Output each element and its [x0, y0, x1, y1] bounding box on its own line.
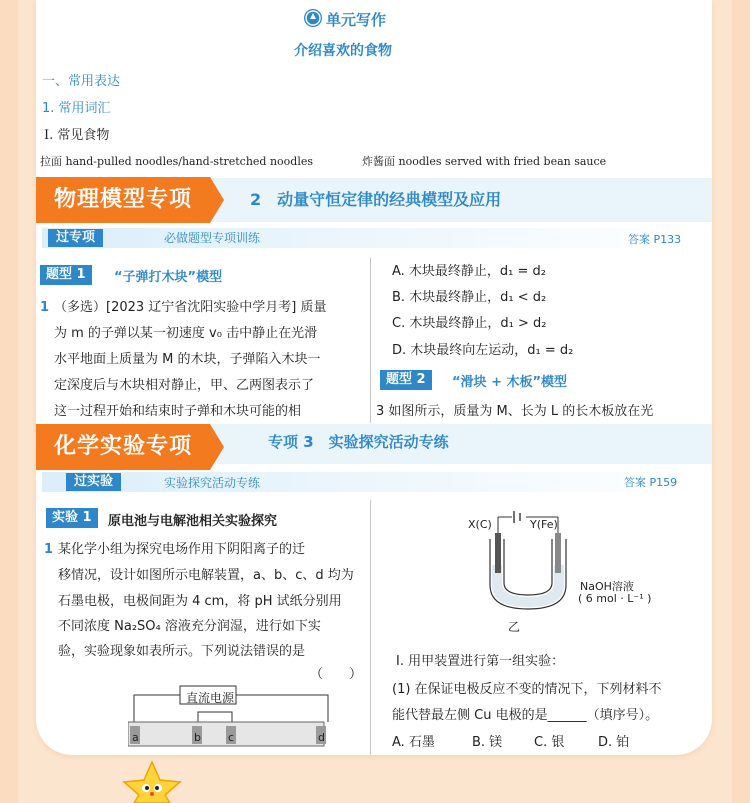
electrode-label: b	[194, 731, 201, 744]
electrode-label: c	[228, 731, 235, 744]
physics-option: B. 木块最终静止，d₁ < d₂	[392, 290, 547, 305]
electrode-x-label: X(C)	[468, 518, 492, 531]
chem-sub1-line: (1) 在保证电极反应不变的情况下，下列材料不	[392, 682, 662, 697]
heading-common-foods: Ⅰ. 常见食物	[44, 128, 110, 143]
chem-exp-title: 原电池与电解池相关实验探究	[108, 514, 278, 529]
chem-answer: 答案 P159	[624, 476, 678, 489]
physics-tag: 物理模型专项	[36, 177, 210, 223]
chem-q1-line: 石墨电极，电极间距为 4 cm，将 pH 试纸分别用	[58, 594, 342, 609]
figure-caption: 乙	[508, 620, 521, 634]
physics-option: D. 木块最终向左运动，d₁ = d₂	[392, 343, 574, 358]
physics-type2-badge: 题型 2	[380, 370, 432, 390]
physics-answer: 答案 P133	[628, 233, 682, 246]
physics-q1-number: 1	[40, 300, 50, 315]
chem-q1-line: 不同浓度 Na₂SO₄ 溶液充分润湿，进行如下实	[58, 619, 321, 634]
vocab-line-right: 炸酱面 noodles served with fried bean sauce	[362, 155, 607, 168]
physics-q3: 3 如图所示，质量为 M、长为 L 的长木板放在光	[376, 404, 654, 419]
electrolysis-apparatus-figure	[128, 682, 358, 755]
chem-part1: Ⅰ. 用甲装置进行第一组实验：	[396, 654, 565, 669]
electrode-y-label: Y(Fe)	[530, 518, 558, 531]
chem-q1-line: 移情况，设计如图所示电解装置，a、b、c、d 均为	[58, 568, 354, 583]
unit-subtitle: 介绍喜欢的食物	[294, 43, 392, 59]
chem-title: 专项 3 实验探究活动专练	[268, 433, 449, 451]
unit-icon	[304, 9, 322, 27]
physics-pill-sub: 必做题型专项训练	[164, 231, 261, 245]
physics-option: C. 木块最终静止，d₁ > d₂	[392, 316, 547, 331]
heading-common-words: 1. 常用词汇	[42, 101, 111, 116]
physics-type1-title: “子弹打木块”模型	[114, 270, 223, 285]
physics-q1-line: （多选）[2023 辽宁省沈阳实验中学月考] 质量	[54, 300, 327, 315]
naoh-concentration: ( 6 mol · L⁻¹ )	[578, 592, 652, 605]
chem-answer-paren: （ ）	[310, 667, 363, 682]
physics-type1-badge: 题型 1	[40, 265, 92, 285]
electrode-label: a	[132, 731, 139, 744]
chemistry-tag: 化学实验专项	[36, 424, 210, 470]
power-supply-label: 直流电源	[186, 691, 235, 705]
star-mascot-icon	[120, 760, 184, 803]
chem-q1-number: 1	[44, 542, 54, 557]
physics-type2-title: “滑块 + 木板”模型	[452, 375, 568, 390]
chem-choice: C. 银	[534, 735, 565, 750]
naoh-label: NaOH溶液	[580, 580, 634, 593]
chem-q1-line: 某化学小组为探究电场作用下阴阳离子的迁	[58, 542, 306, 557]
chem-choice: A. 石墨	[392, 735, 435, 750]
heading-common-expressions: 一、常用表达	[42, 74, 121, 89]
physics-column-divider	[370, 258, 371, 423]
chem-sub1-line: 能代替最左侧 Cu 电极的是______（填序号）。	[392, 708, 659, 723]
physics-q1-line: 水平地面上质量为 M 的木块，子弹陷入木块一	[54, 352, 321, 367]
chem-column-divider	[370, 500, 371, 755]
chem-pill: 过实验	[66, 473, 121, 491]
chem-q1-line: 验，实验现象如表所示。下列说法错误的是	[58, 644, 306, 659]
physics-q1-line: 定深度后与木块相对静止，甲、乙两图表示了	[54, 378, 315, 393]
unit-title: 单元写作	[326, 11, 387, 29]
document-card	[36, 0, 712, 755]
physics-pill: 过专项	[48, 229, 103, 247]
chem-choice: D. 铂	[598, 735, 630, 750]
chem-pill-bg	[42, 472, 702, 492]
electrode-label: d	[318, 731, 325, 744]
physics-pill-bg	[42, 228, 702, 248]
chem-exp-badge: 实验 1	[46, 508, 98, 528]
chem-pill-sub: 实验探究活动专练	[164, 476, 261, 490]
vocab-line-left: 拉面 hand-pulled noodles/hand-stretched noodles	[40, 155, 314, 168]
chem-choice: B. 镁	[472, 735, 503, 750]
physics-q1-line: 为 m 的子弹以某一初速度 v₀ 击中静止在光滑	[54, 326, 318, 341]
physics-title: 2 动量守恒定律的经典模型及应用	[250, 190, 502, 209]
physics-option: A. 木块最终静止，d₁ = d₂	[392, 264, 547, 279]
physics-q1-line: 这一过程开始和结束时子弹和木块可能的相	[54, 404, 302, 419]
